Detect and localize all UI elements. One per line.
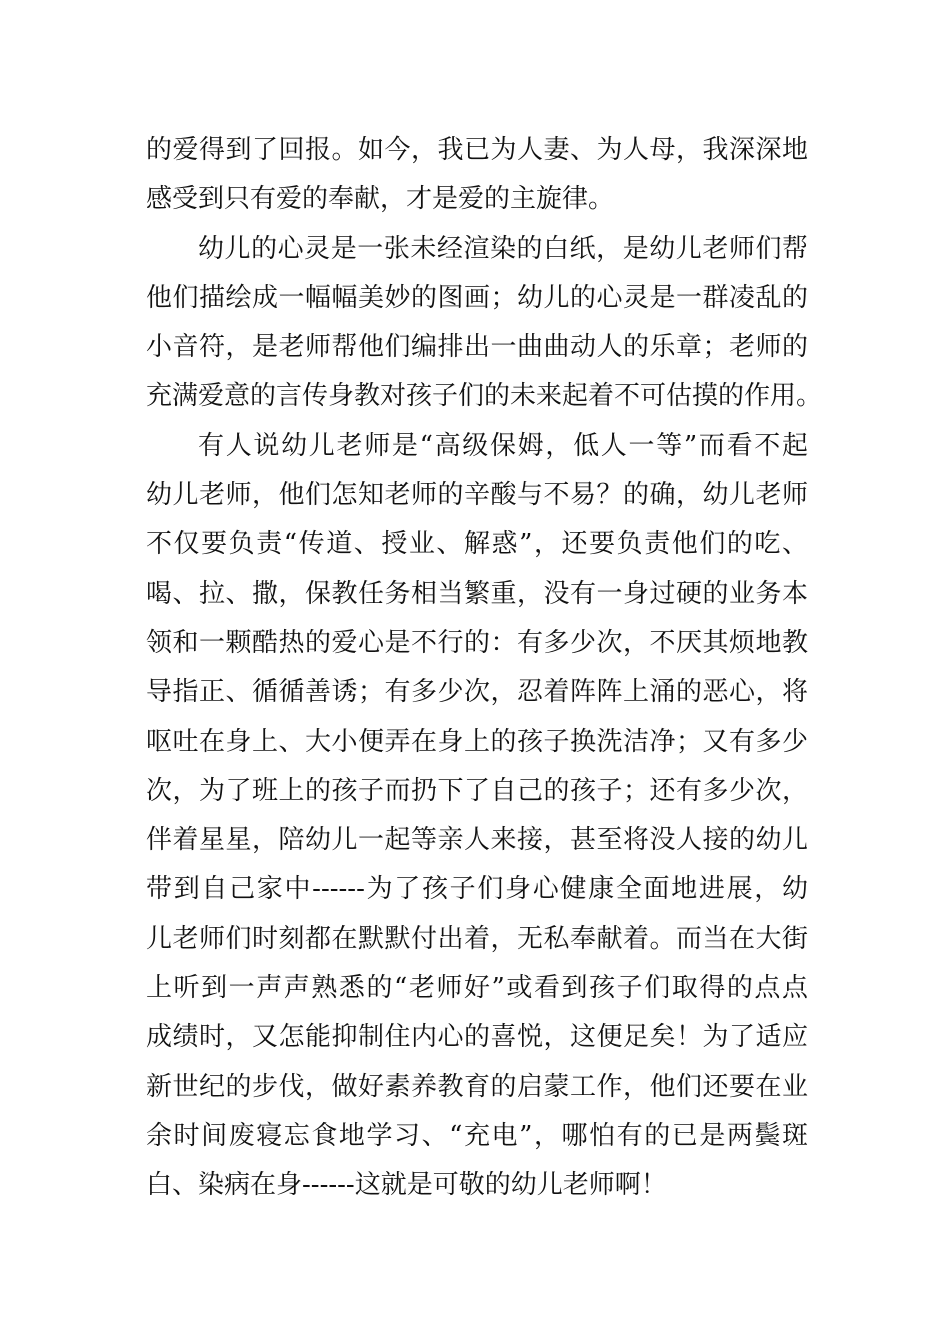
text-line: 导指正、循循善诱；有多少次，忍着阵阵上涌的恶心，将 <box>146 677 808 708</box>
text-line: 白、染病在身------这就是可敬的幼儿老师啊！ <box>146 1170 667 1201</box>
text-line: 幼儿的心灵是一张未经渲染的白纸，是幼儿老师们帮 <box>198 233 808 264</box>
text-line: 上听到一声声熟悉的“老师好”或看到孩子们取得的点点 <box>146 973 808 1004</box>
text-line: 不仅要负责“传道、授业、解惑”，还要负责他们的吃、 <box>146 529 808 560</box>
text-line: 成绩时，又怎能抑制住内心的喜悦，这便足矣！为了适应 <box>146 1022 808 1053</box>
text-line: 呕吐在身上、大小便弄在身上的孩子换洗洁净；又有多少 <box>146 726 808 757</box>
text-line: 带到自己家中------为了孩子们身心健康全面地进展，幼 <box>146 874 808 905</box>
text-line: 喝、拉、撒，保教任务相当繁重，没有一身过硬的业务本 <box>146 578 808 609</box>
text-line: 次，为了班上的孩子而扔下了自己的孩子；还有多少次， <box>146 775 808 806</box>
document-body <box>146 126 823 1211</box>
text-line: 小音符，是老师帮他们编排出一曲曲动人的乐章；老师的 <box>146 332 808 363</box>
text-line: 他们描绘成一幅幅美妙的图画；幼儿的心灵是一群凌乱的 <box>146 282 808 313</box>
text-line: 儿老师们时刻都在默默付出着，无私奉献着。而当在大街 <box>146 923 808 954</box>
text-line: 新世纪的步伐，做好素养教育的启蒙工作，他们还要在业 <box>146 1071 808 1102</box>
text-line: 有人说幼儿老师是“高级保姆，低人一等”而看不起 <box>198 430 808 461</box>
text-line: 充满爱意的言传身教对孩子们的未来起着不可估摸的作用。 <box>146 381 823 412</box>
text-line: 伴着星星，陪幼儿一起等亲人来接，甚至将没人接的幼儿 <box>146 825 808 856</box>
text-line: 的爱得到了回报。如今，我已为人妻、为人母，我深深地 <box>146 135 808 165</box>
text-line: 幼儿老师，他们怎知老师的辛酸与不易？的确，幼儿老师 <box>146 480 808 511</box>
text-line: 余时间废寝忘食地学习、“充电”，哪怕有的已是两鬓斑 <box>146 1120 808 1151</box>
text-line: 感受到只有爱的奉献，才是爱的主旋律。 <box>146 184 615 215</box>
text-line: 领和一颗酷热的爱心是不行的：有多少次，不厌其烦地教 <box>146 627 808 658</box>
